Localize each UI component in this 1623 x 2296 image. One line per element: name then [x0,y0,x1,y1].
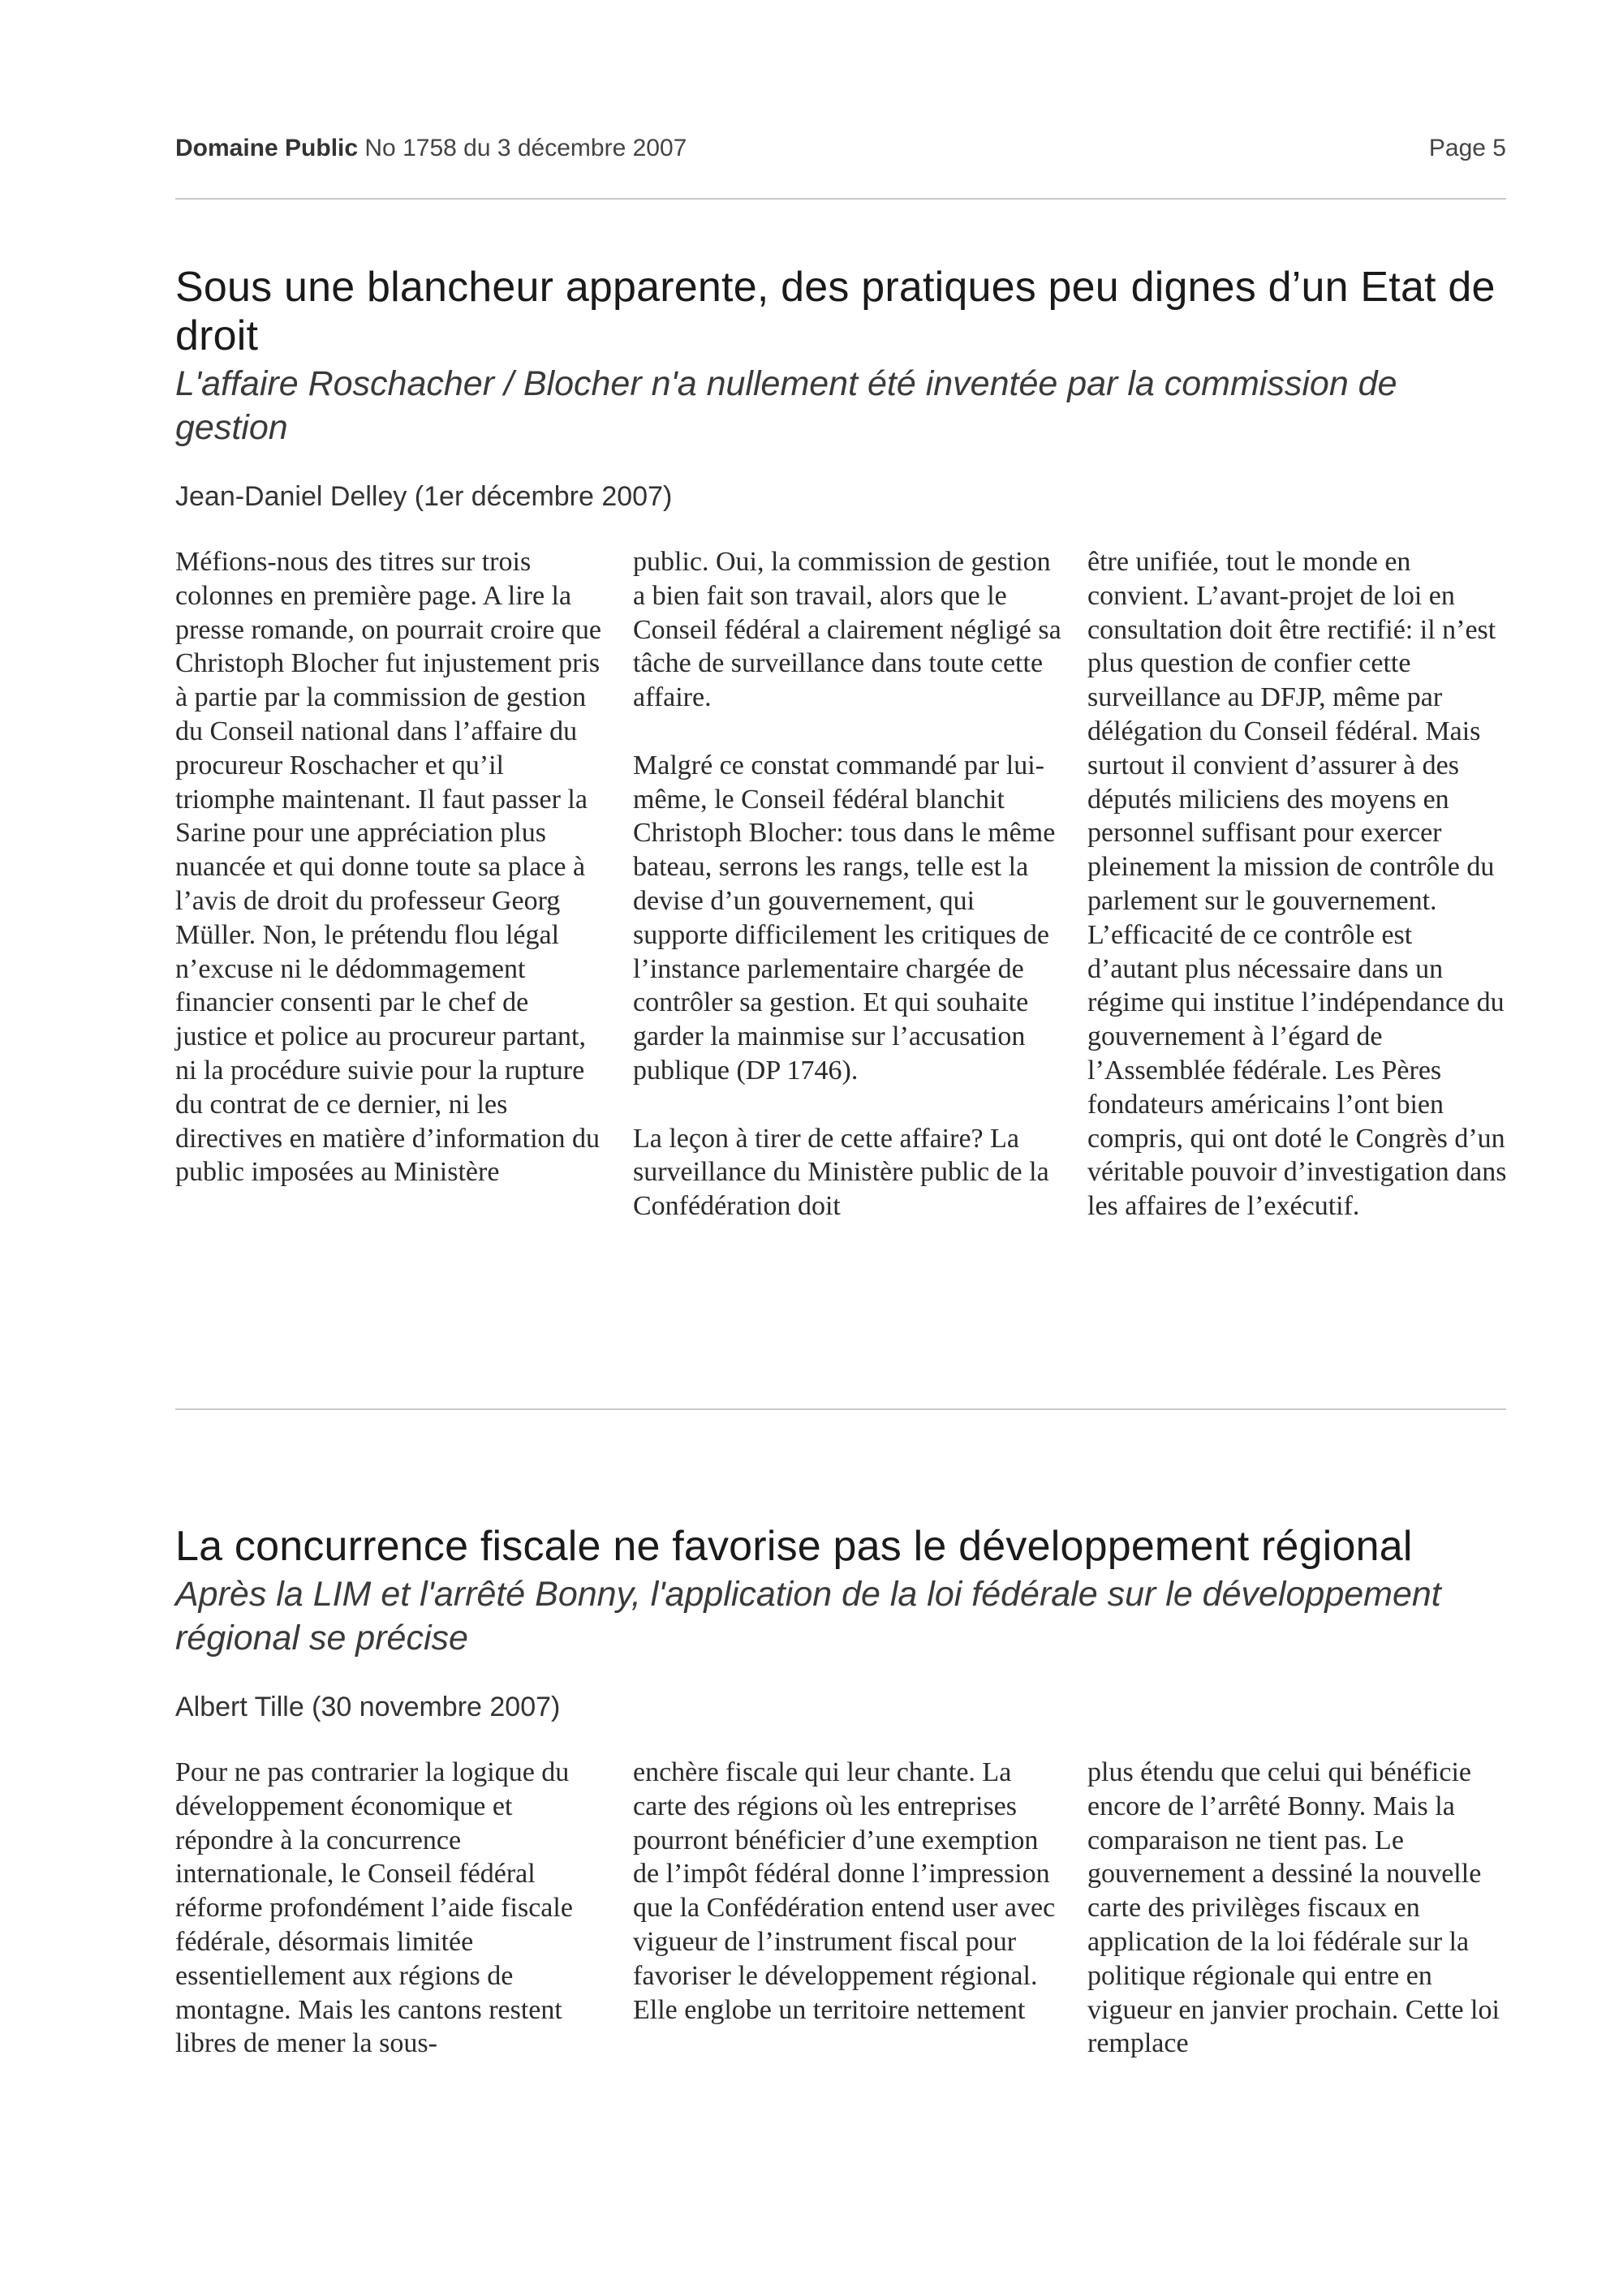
paragraph: Pour ne pas contrarier la logique du développement économique et répondre à la concurrence internationale, le Conseil fédéral réforme profondément l’aide fiscale fédérale, désormais limitée essentiellement aux régions de montagne. Mais les cantons restent libres de mener la sous- [175,1757,573,2059]
article-body [175,1756,1506,2145]
article-body [175,545,1506,1357]
text-column-2 [633,1756,1063,2061]
paragraph: Malgré ce constat commandé par lui-même, le Conseil fédéral blanchit Christoph Blocher: tous dans le même bateau, serrons les rangs, telle est la devise d’un gouvernement, qui supporte difficilement les critiques de l’instance parlementaire chargée de contrôler sa gestion. Et qui souhaite garder la mainmise sur l’accusation publique (DP 1746). [633,750,1056,1086]
article-1 [175,263,1506,1357]
header-divider [175,198,1506,200]
paragraph: être unifiée, tout le monde en convient. L’avant-projet de loi en consultation doit être rectifié: il n’est plus question de confier cette surveillance au DFJP, même par délégation du Conseil fédéral. Mais surtout il convient d’assurer à des députés miliciens des moyens en personnel suffisant pour exercer pleinement la mission de contrôle du parlement sur le gouvernement. L’efficacité de ce contrôle est d’autant plus nécessaire dans un régime qui institue l’indépendance du gouvernement à l’égard de l’Assemblée fédérale. Les Pères fondateurs américains l’ont bien compris, qui ont doté le Congrès d’un véritable pouvoir d’investigation dans les affaires de l’exécutif. [1087,547,1507,1222]
article-byline: Jean-Daniel Delley (1er décembre 2007) [175,481,673,512]
paragraph: Méfions-nous des titres sur trois colonnes en première page. A lire la presse romande, on pourrait croire que Christoph Blocher fut injustement pris à partie par la commission de gestion du Conseil national dans l’affaire du procureur Roschacher et qu’il triomphe maintenant. Il faut passer la Sarine pour une appréciation plus nuancée et qui donne toute sa place à l’avis de droit du professeur Georg Müller. Non, le prétendu flou légal n’excuse ni le dédommagement financier consenti par le chef de justice et police au procureur partant, ni la procédure suivie pour la rupture du contrat de ce dernier, ni les directives en matière d’information du public imposées au Ministère [175,547,601,1188]
publication-name: Domaine Public [175,135,359,161]
article-divider [175,1408,1506,1410]
page-header [175,135,1506,167]
paragraph: public. Oui, la commission de gestion a bien fait son travail, alors que le Conseil fédéral a clairement négligé sa tâche de surveillance dans toute cette affaire. [633,547,1061,713]
text-column-3 [1087,545,1509,1258]
text-column-1 [175,545,605,1223]
text-column-3 [1087,1756,1509,2095]
article-byline: Albert Tille (30 novembre 2007) [175,1692,561,1722]
article-subtitle: Après la LIM et l'arrêté Bonny, l'application de la loi fédérale sur le développement régional se précise [175,1575,1441,1658]
paragraph: enchère fiscale qui leur chante. La carte des régions où les entreprises pourront bénéficier d’une exemption de l’impôt fédéral donne l’impression que la Confédération entend user avec vigueur de l’instrument fiscal pour favoriser le développement régional. Elle englobe un territoire nettement [633,1757,1056,2025]
text-column-1 [175,1756,605,2095]
article-title: La concurrence fiscale ne favorise pas le développement régional [175,1523,1413,1570]
article-2 [175,1522,1506,2145]
paragraph: plus étendu que celui qui bénéficie encore de l’arrêté Bonny. Mais la comparaison ne tient pas. Le gouvernement a dessiné la nouvelle carte des privilèges fiscaux en application de la loi fédérale sur la politique régionale qui entre en vigueur en janvier prochain. Cette loi remplace [1087,1757,1500,2059]
issue-info: No 1758 du 3 décembre 2007 [364,135,687,161]
article-subtitle: L'affaire Roschacher / Blocher n'a nullement été inventée par la commission de gestion [175,364,1397,447]
article-title: Sous une blancheur apparente, des pratiques peu dignes d’un Etat de droit [175,264,1496,359]
page-number: Page 5 [1428,135,1506,161]
text-column-2 [633,545,1063,1258]
paragraph: La leçon à tirer de cette affaire? La surveillance du Ministère public de la Confédération doit [633,1123,1049,1222]
